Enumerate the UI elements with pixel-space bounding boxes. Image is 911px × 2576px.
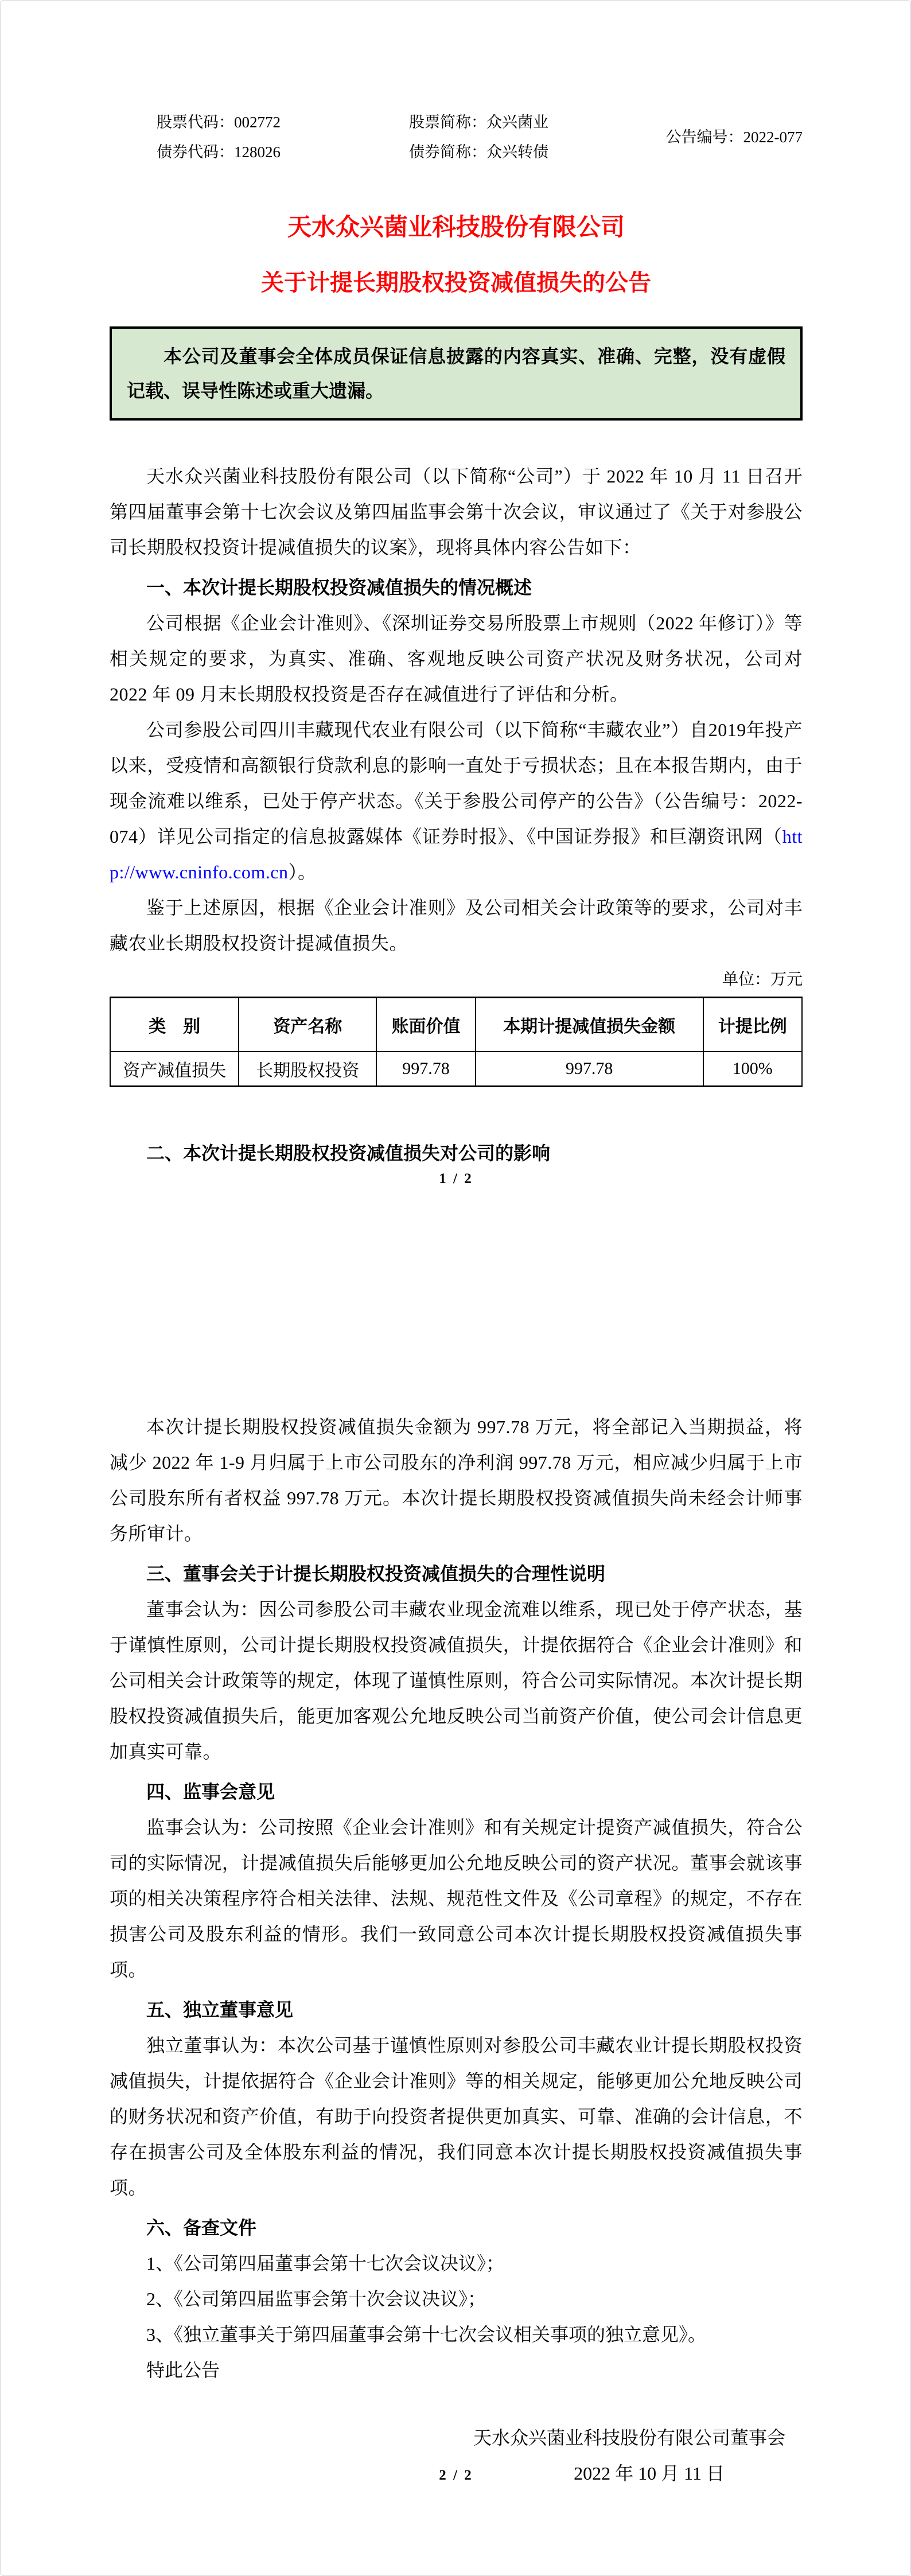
cell-ratio: 100% — [703, 1052, 802, 1087]
intro-paragraph: 天水众兴菌业科技股份有限公司（以下简称“公司”）于 2022 年 10 月 11 日召开第四届董事会第十七次会议及第四届监事会第十次会议，审议通过了《关于对参股公司长期股权投资计提减值损失的议案》，现将具体内容公告如下： — [110, 466, 803, 558]
cell-asset-name: 长期股权投资 — [239, 1052, 376, 1087]
bond-code: 债券代码：128026 — [157, 143, 281, 161]
paragraph-text-after-link: ）。 — [288, 862, 317, 882]
stock-short-name: 股票简称：众兴菌业 — [409, 114, 548, 131]
reference-doc-3: 3、《独立董事关于第四届董事会第十七次会议相关事项的独立意见》。 — [146, 2324, 707, 2345]
page-2 — [1, 1289, 911, 2576]
col-header-asset-name: 资产名称 — [239, 998, 376, 1052]
section-5-heading: 五、独立董事意见 — [146, 1999, 294, 2020]
section-2-heading: 二、本次计提长期股权投资减值损失对公司的影响 — [146, 1143, 551, 1164]
section-4-heading: 四、监事会意见 — [146, 1781, 275, 1802]
paragraph-text-before-link: 公司参股公司四川丰藏现代农业有限公司（以下简称“丰藏农业”）自2019年投产以来，受疫情和高额银行贷款利息的影响一直处于亏损状态；且在本报告期内，由于现金流难以维系，已处于停产状态。《关于参股公司停产的公告》（公告编号：2022-074）详见公司指定的信息披露媒体《证券时报》、《中国证券报》和巨潮资讯网（ — [110, 719, 803, 847]
table-header-row — [110, 998, 802, 1052]
col-header-book-value: 账面价值 — [376, 998, 475, 1052]
section-3-paragraph-1: 董事会认为：因公司参股公司丰藏农业现金流难以维系，现已处于停产状态，基于谨慎性原则，公司计提长期股权投资减值损失，计提依据符合《企业会计准则》和公司相关会计政策等的规定，体现了谨慎性原则，符合公司实际情况。本次计提长期股权投资减值损失后，能更加客观公允地反映公司当前资产价值，使公司会计信息更加真实可靠。 — [110, 1599, 803, 1762]
cell-category: 资产减值损失 — [110, 1052, 239, 1087]
section-5-paragraph-1: 独立董事认为：本次公司基于谨慎性原则对参股公司丰藏农业计提长期股权投资减值损失，计提依据符合《企业会计准则》等的相关规定，能够更加公允地反映公司的财务状况和资产价值，有助于向投资者提供更加真实、可靠、准确的会计信息，不存在损害公司及全体股东利益的情况，我们同意本次计提长期股权投资减值损失事项。 — [110, 2035, 803, 2198]
closing-statement: 特此公告 — [146, 2360, 220, 2380]
section-6-heading: 六、备查文件 — [146, 2217, 257, 2238]
board-signature: 天水众兴菌业科技股份有限公司董事会 — [473, 2427, 785, 2448]
section-1-paragraph-1: 公司根据《企业会计准则》、《深圳证券交易所股票上市规则（2022 年修订）》等相关规定的要求，为真实、准确、客观地反映公司资产状况及财务状况，公司对 2022 年 09 月末长期股权投资是否存在减值进行了评估和分析。 — [110, 613, 803, 705]
stock-code: 股票代码：002772 — [157, 114, 281, 131]
section-1-paragraph-3: 鉴于上述原因，根据《企业会计准则》及公司相关会计政策等的要求，公司对丰藏农业长期股权投资计提减值损失。 — [110, 897, 803, 954]
bond-short-name: 债券简称：众兴转债 — [409, 143, 548, 161]
section-4-paragraph-1: 监事会认为：公司按照《企业会计准则》和有关规定计提资产减值损失，符合公司的实际情况，计提减值损失后能够更加公允地反映公司的资产状况。董事会就该事项的相关决策程序符合相关法律、法规、规范性文件及《公司章程》的规定，不存在损害公司及股东利益的情形。我们一致同意公司本次计提长期股权投资减值损失事项。 — [110, 1817, 803, 1980]
disclosure-notice-box: 本公司及董事会全体成员保证信息披露的内容真实、准确、完整，没有虚假记载、误导性陈述或重大遗漏。 — [110, 326, 803, 421]
cninfo-link[interactable]: http://www.cninfo.com.cn — [110, 826, 803, 882]
reference-doc-1: 1、《公司第四届董事会第十七次会议决议》； — [146, 2253, 505, 2274]
impairment-table — [110, 997, 803, 1087]
announcement-subject: 关于计提长期股权投资减值损失的公告 — [261, 270, 651, 295]
cell-impairment-amount: 997.78 — [476, 1052, 703, 1087]
reference-doc-2: 2、《公司第四届监事会第十次会议决议》； — [146, 2289, 486, 2309]
signature-date: 2022 年 10 月 11 日 — [574, 2463, 725, 2484]
section-3-heading: 三、董事会关于计提长期股权投资减值损失的合理性说明 — [146, 1563, 606, 1584]
section-1-heading: 一、本次计提长期股权投资减值损失的情况概述 — [146, 577, 532, 598]
cell-book-value: 997.78 — [376, 1052, 475, 1087]
company-title: 天水众兴菌业科技股份有限公司 — [287, 215, 625, 241]
section-1-paragraph-2 — [110, 712, 803, 890]
page-1 — [1, 1, 911, 1289]
page-2-footer: 2 / 2 — [439, 2468, 473, 2483]
page-1-footer: 1 / 2 — [439, 1171, 473, 1186]
announcement-number: 公告编号：2022-077 — [665, 129, 803, 146]
col-header-ratio: 计提比例 — [703, 998, 802, 1052]
col-header-category: 类 别 — [110, 998, 239, 1052]
col-header-impairment-amount: 本期计提减值损失金额 — [476, 998, 703, 1052]
table-unit-label: 单位：万元 — [722, 971, 803, 989]
stock-info-header — [110, 110, 803, 167]
section-2-paragraph-1: 本次计提长期股权投资减值损失金额为 997.78 万元，将全部记入当期损益，将减少 2022 年 1-9 月归属于上市公司股东的净利润 997.78 万元，相应减少归属于上市公司股东所有者权益 997.78 万元。本次计提长期股权投资减值损失尚未经会计师事务所审计。 — [110, 1417, 803, 1544]
table-row — [110, 1052, 802, 1087]
